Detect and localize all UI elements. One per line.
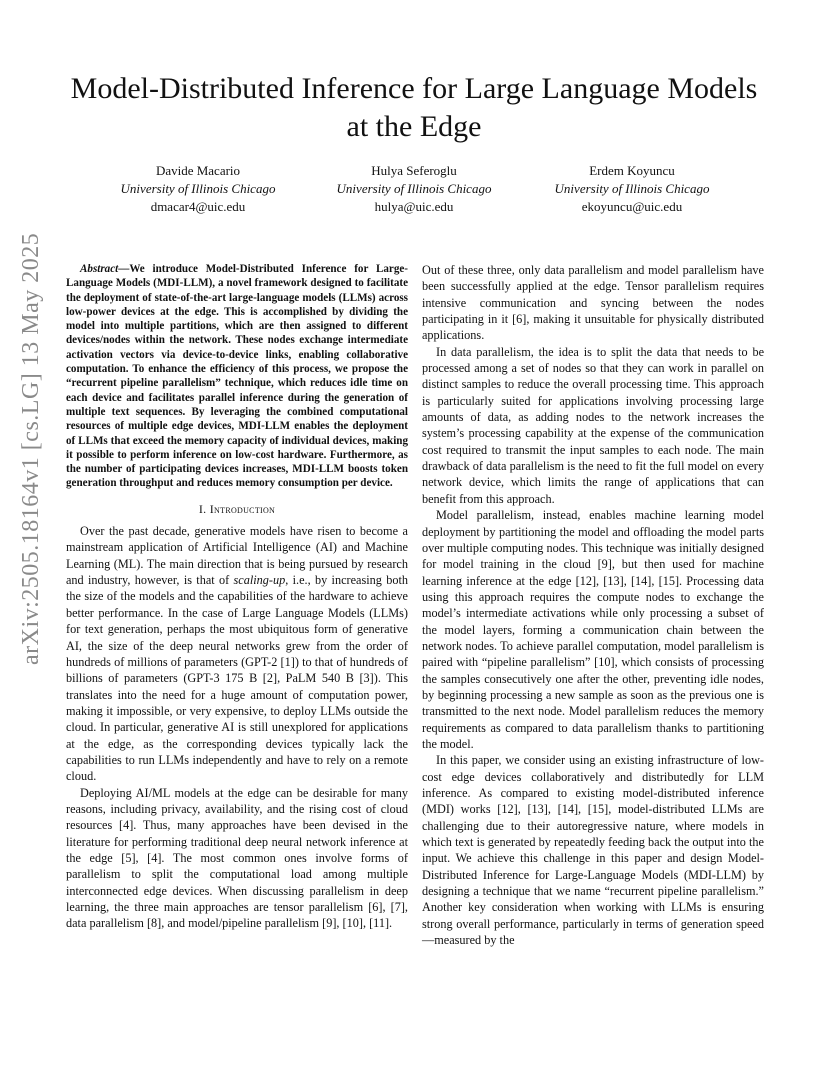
paragraph-text: , i.e., by increasing both the size of the models and the capabilities of the hardware to achieve better performance. In the case of Large Language Models (LLMs) for text generation, perhaps the most ubiquitous form of generative AI, the size of the deep neural networks grew from the order of hundreds of millions of parameters (GPT-2 [1]) to that of hundreds of billions of parameters (GPT-3 175 B [2], PaLM 540 B [3]). This translates into the need for a huge amount of computation power, making it impossible, or very expensive, to deploy LLMs outside the cloud. In particular, generative AI is still unexplored for applications at the edge, as the corresponding devices typically lack the capabilities to run LLMs independently and have to rely on a remote cloud.	[66, 573, 408, 784]
author-email: dmacar4@uic.edu	[150, 199, 246, 214]
author-2	[294, 162, 534, 216]
paragraph: Out of these three, only data parallelism and model parallelism have been successfully applied at the edge. Tensor parallelism requires intensive communication and syncing between the nodes participating in it [6], making it unsuitable for physically distributed applications.	[422, 263, 764, 343]
author-name: Hulya Seferoglu	[371, 163, 457, 178]
paragraph: In this paper, we consider using an existing infrastructure of low-cost edge devices collaboratively and distributedly for LLM inference. As compared to existing model-distributed inference (MDI) works [12], [13], [14], [15], model-distributed LLMs are challenging due to their autoregressive nature, where models in which text is generated by repeatedly feeding back the output into the input. We achieve this challenge in this paper and design Model-Distributed Inference for Large-Language Models (MDI-LLM) by designing a technique that we name “recurrent pipeline parallelism.” Another key consideration when working with LLMs is ensuring strong overall performance, particularly in terms of generation speed—measured by the	[422, 753, 764, 948]
author-1	[78, 162, 318, 216]
paragraph: In data parallelism, the idea is to split the data that needs to be processed among a set of nodes so that they can work in parallel on distinct samples to reduce the overall processing time. This approach is particularly suited for applications involving processing large amounts of data, as adding nodes to the network increases the system’s processing capability at the expense of the communication cost required to transmit the input samples to each node. The main drawback of data parallelism is the need to fit the full model on every network device, which limits the range of applications that can benefit from this approach.	[422, 344, 764, 506]
paragraph-emphasis: scaling-up	[233, 573, 286, 588]
paragraph-text: Over the past decade, generative models have risen to become a mainstream application of Artificial Intelligence (AI) and Machine Learning (ML). The main direction that is being pursued by research and industry, however, is that of	[66, 524, 408, 588]
author-email: hulya@uic.edu	[374, 199, 454, 214]
author-affiliation: University of Illinois Chicago	[120, 181, 276, 196]
right-column	[422, 262, 764, 948]
paragraph: Deploying AI/ML models at the edge can be desirable for many reasons, including privacy, availability, and the rising cost of cloud resources [4]. Thus, many approaches have been devised in the literature for performing traditional deep neural network inference at the edge [5], [4]. The most common ones involve forms of parallelism to split the computational load among multiple interconnected edge devices. When discussing parallelism in deep learning, the three main approaches are tensor parallelism [6], [7], data parallelism [8], and model/pipeline parallelism [9], [10], [11].	[66, 785, 408, 931]
author-email: ekoyuncu@uic.edu	[581, 199, 683, 214]
author-name: Erdem Koyuncu	[589, 163, 675, 178]
arxiv-stamp: arXiv:2505.18164v1 [cs.LG] 13 May 2025	[18, 232, 44, 665]
author-affiliation: University of Illinois Chicago	[336, 181, 492, 196]
paragraph	[66, 523, 408, 785]
paper-title: Model-Distributed Inference for Large Language Models at the Edge	[70, 72, 758, 143]
author-affiliation: University of Illinois Chicago	[554, 181, 710, 196]
left-column	[66, 262, 408, 932]
paragraph: Model parallelism, instead, enables machine learning model deployment by partitioning the model and offloading the model parts over multiple computing nodes. This technique was initially designed for model training in the cloud [9], but then used for machine learning inference at the edge [12], [13], [14], [15]. Processing data using this approach requires the compute nodes to exchange the model’s intermediate activations while only processing a subset of the model layers, forming a communication chain between the network nodes. To achieve parallel computation, model parallelism is paired with “pipeline parallelism” [10], which consists of processing the samples consecutively one after the other, preventing idle nodes, by beginning processing a new sample as soon as the previous one is transmitted to the next node. Model parallelism reduces the memory requirements as compared to data parallelism thanks to partitioning the model.	[422, 508, 764, 751]
abstract	[66, 262, 408, 491]
section-heading: I. Introduction	[198, 501, 276, 516]
abstract-text: —We introduce Model-Distributed Inference for Large-Language Models (MDI-LLM), a novel framework designed to facilitate the deployment of state-of-the-art large-language models (LLMs) across low-power devices at the edge. This is accomplished by dividing the model into multiple partitions, which are then assigned to different devices/nodes within the network. These nodes exchange intermediate activation vectors via device-to-device links, enabling collaborative computation. To enhance the efficiency of this process, we propose the “recurrent pipeline parallelism” technique, which reduces idle time on each device and facilitates parallel inference during the generation of multiple text sequences. By leveraging the combined computational resources of multiple edge devices, MDI-LLM enables the deployment of LLMs that exceed the memory capacity of individual devices, making it possible to perform inference on low-cost hardware. Furthermore, as the number of participating devices increases, MDI-LLM boosts token generation throughput and reduces memory consumption per device.	[66, 263, 408, 490]
abstract-label: Abstract	[80, 263, 119, 275]
author-3	[512, 162, 752, 216]
author-name: Davide Macario	[155, 163, 241, 178]
